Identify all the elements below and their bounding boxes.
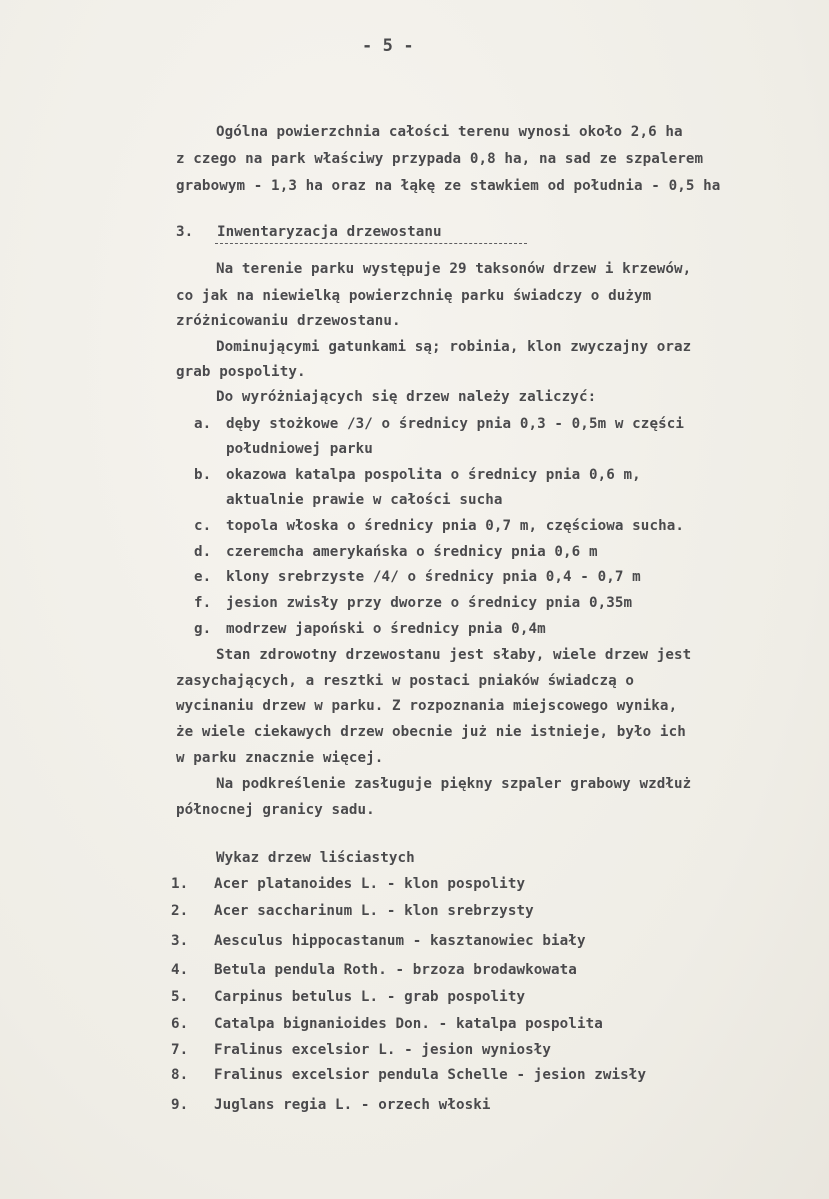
list-letter: a. bbox=[194, 416, 212, 432]
list-item: Betula pendula Roth. - brzoza brodawkowata bbox=[214, 962, 577, 978]
list-item: czeremcha amerykańska o średnicy pnia 0,6 m bbox=[226, 544, 598, 560]
paragraph-line: Ogólna powierzchnia całości terenu wynosi około 2,6 ha bbox=[216, 124, 683, 140]
paragraph-line: wycinaniu drzew w parku. Z rozpoznania miejscowego wynika, bbox=[176, 698, 678, 714]
paragraph-line: północnej granicy sadu. bbox=[176, 802, 375, 818]
list-item: Aesculus hippocastanum - kasztanowiec biały bbox=[214, 933, 586, 949]
list-letter: d. bbox=[194, 544, 212, 560]
list-item: klony srebrzyste /4/ o średnicy pnia 0,4 - 0,7 m bbox=[226, 569, 641, 585]
paragraph-line: grabowym - 1,3 ha oraz na łąkę ze stawkiem od południa - 0,5 ha bbox=[176, 178, 721, 194]
list-item: okazowa katalpa pospolita o średnicy pnia 0,6 m, bbox=[226, 467, 641, 483]
list-letter: g. bbox=[194, 621, 212, 637]
paragraph-line: Stan zdrowotny drzewostanu jest słaby, wiele drzew jest bbox=[216, 647, 692, 663]
paragraph-line: że wiele ciekawych drzew obecnie już nie istnieje, było ich bbox=[176, 724, 686, 740]
paragraph-line: Na terenie parku występuje 29 taksonów drzew i krzewów, bbox=[216, 261, 692, 277]
list-number: 9. bbox=[171, 1097, 189, 1113]
list-letter: e. bbox=[194, 569, 212, 585]
list-item: dęby stożkowe /3/ o średnicy pnia 0,3 - 0,5m w części bbox=[226, 416, 685, 432]
section-title: Inwentaryzacja drzewostanu bbox=[217, 224, 442, 240]
page-number: - 5 - bbox=[362, 36, 414, 56]
paragraph-line: zróżnicowaniu drzewostanu. bbox=[176, 313, 401, 329]
paragraph-line: grab pospolity. bbox=[176, 364, 306, 380]
section-title-underline bbox=[215, 243, 527, 244]
paragraph-line: Dominującymi gatunkami są; robinia, klon zwyczajny oraz bbox=[216, 339, 692, 355]
list-item: Fralinus excelsior L. - jesion wyniosły bbox=[214, 1042, 552, 1058]
list-item: topola włoska o średnicy pnia 0,7 m, częściowa sucha. bbox=[226, 518, 685, 534]
list-letter: c. bbox=[194, 518, 212, 534]
list-item: Acer saccharinum L. - klon srebrzysty bbox=[214, 903, 534, 919]
list-item: Acer platanoides L. - klon pospolity bbox=[214, 876, 526, 892]
list-number: 5. bbox=[171, 989, 189, 1005]
paragraph-line: Na podkreślenie zasługuje piękny szpaler grabowy wzdłuż bbox=[216, 776, 692, 792]
list-item: Catalpa bignanioides Don. - katalpa pospolita bbox=[214, 1016, 603, 1032]
section-number: 3. bbox=[176, 224, 194, 240]
paragraph-line: z czego na park właściwy przypada 0,8 ha, na sad ze szpalerem bbox=[176, 151, 704, 167]
list-number: 3. bbox=[171, 933, 189, 949]
notable-intro: Do wyróżniających się drzew należy zaliczyć: bbox=[216, 389, 597, 405]
list-number: 8. bbox=[171, 1067, 189, 1083]
list-number: 4. bbox=[171, 962, 189, 978]
list-item-continuation: południowej parku bbox=[226, 441, 373, 457]
list-heading: Wykaz drzew liściastych bbox=[216, 850, 415, 866]
list-number: 6. bbox=[171, 1016, 189, 1032]
list-item-continuation: aktualnie prawie w całości sucha bbox=[226, 492, 503, 508]
list-item: jesion zwisły przy dworze o średnicy pnia 0,35m bbox=[226, 595, 633, 611]
list-item: modrzew japoński o średnicy pnia 0,4m bbox=[226, 621, 546, 637]
list-item: Fralinus excelsior pendula Schelle - jesion zwisły bbox=[214, 1067, 647, 1083]
list-item: Carpinus betulus L. - grab pospolity bbox=[214, 989, 526, 1005]
paragraph-line: zasychających, a resztki w postaci pniaków świadczą o bbox=[176, 673, 635, 689]
list-item: Juglans regia L. - orzech włoski bbox=[214, 1097, 491, 1113]
list-letter: f. bbox=[194, 595, 212, 611]
list-number: 1. bbox=[171, 876, 189, 892]
list-number: 7. bbox=[171, 1042, 189, 1058]
list-number: 2. bbox=[171, 903, 189, 919]
paragraph-line: w parku znacznie więcej. bbox=[176, 750, 384, 766]
list-letter: b. bbox=[194, 467, 212, 483]
paragraph-line: co jak na niewielką powierzchnię parku świadczy o dużym bbox=[176, 288, 652, 304]
